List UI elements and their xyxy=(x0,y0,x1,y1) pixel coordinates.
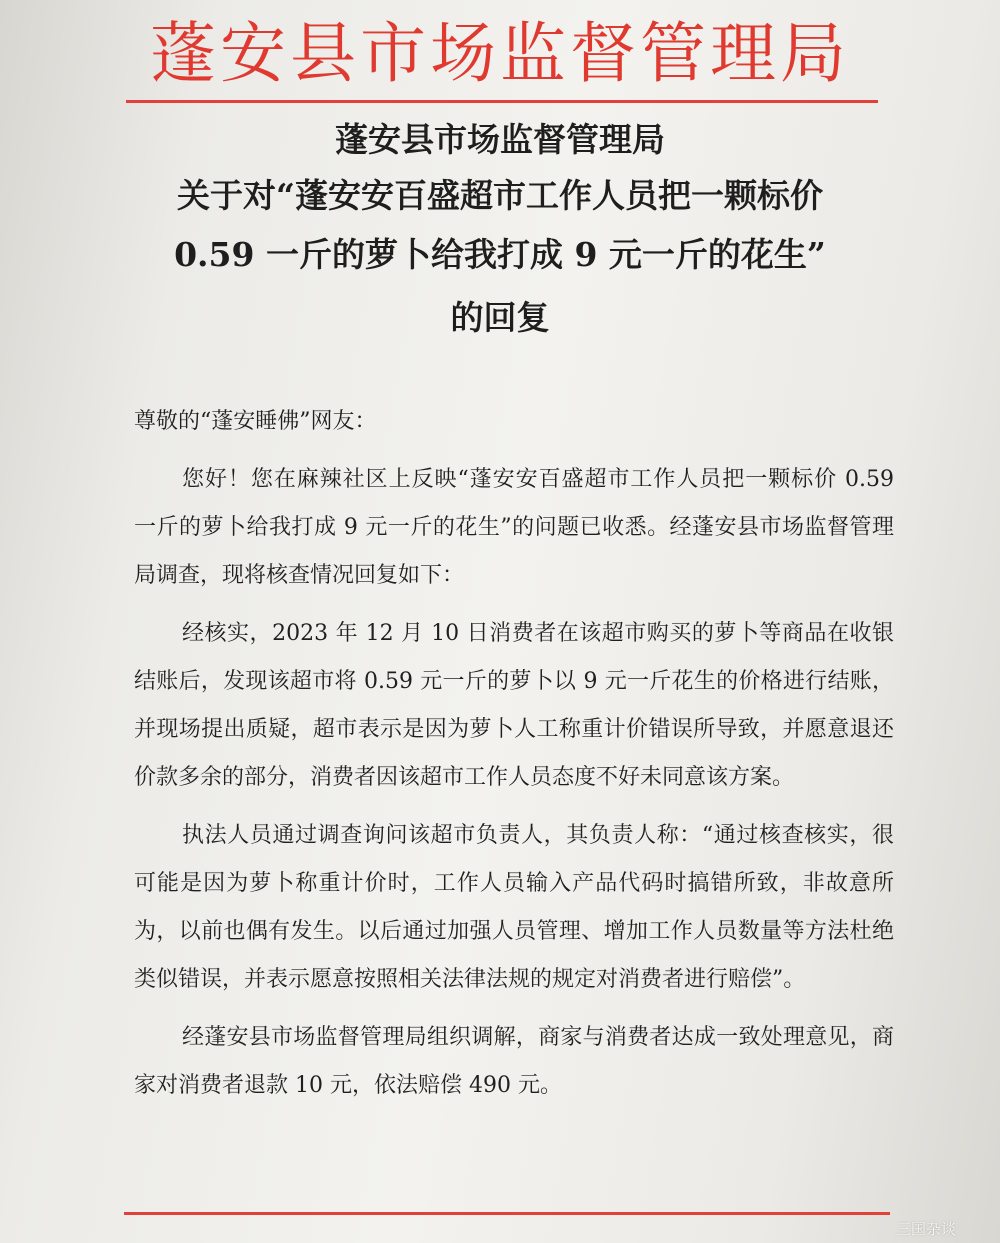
title-line-2: 关于对“蓬安安百盛超市工作人员把一颗标价 xyxy=(177,176,823,215)
title-line-4: 的回复 xyxy=(450,298,550,337)
paragraph-2: 经核实，2023 年 12 月 10 日消费者在该超市购买的萝卜等商品在收银结账后，发现该超市将 0.59 元一斤的萝卜以 9 元一斤花生的价格进行结账，并现场提出质疑，超市表示是因为萝卜人工称重计价错误所导致，并愿意退还价款多余的部分，消费者因该超市工作人员态度不好未同意该方案。 xyxy=(134,621,894,790)
letter-body xyxy=(134,398,894,1110)
paragraph-4: 经蓬安县市场监督管理局组织调解，商家与消费者达成一致处理意见，商家对消费者退款 10 元，依法赔偿 490 元。 xyxy=(134,1025,894,1098)
paragraph-3: 执法人员通过调查询问该超市负责人，其负责人称：“通过核查核实，很可能是因为萝卜称重计价时，工作人员输入产品代码时搞错所致，非故意所为，以前也偶有发生。以后通过加强人员管理、增加工作人员数量等方法杜绝类似错误，并表示愿意按照相关法律法规的规定对消费者进行赔偿”。 xyxy=(134,823,894,992)
letterhead: 蓬安县市场监督管理局 xyxy=(150,15,850,92)
watermark: 三国杂谈 xyxy=(896,1220,957,1238)
title-line-3: 0.59 一斤的萝卜给我打成 9 元一斤的花生” xyxy=(174,235,826,274)
title-line-1: 蓬安县市场监督管理局 xyxy=(335,120,665,159)
letterhead-red-rule xyxy=(126,100,878,103)
salutation: 尊敬的“蓬安睡佛”网友： xyxy=(134,409,377,434)
paragraph-1: 您好！您在麻辣社区上反映“蓬安安百盛超市工作人员把一颗标价 0.59 一斤的萝卜给我打成 9 元一斤的花生”的问题已收悉。经蓬安县市场监督管理局调查，现将核查情况回复如下： xyxy=(134,467,894,588)
footer-red-rule xyxy=(124,1212,890,1215)
